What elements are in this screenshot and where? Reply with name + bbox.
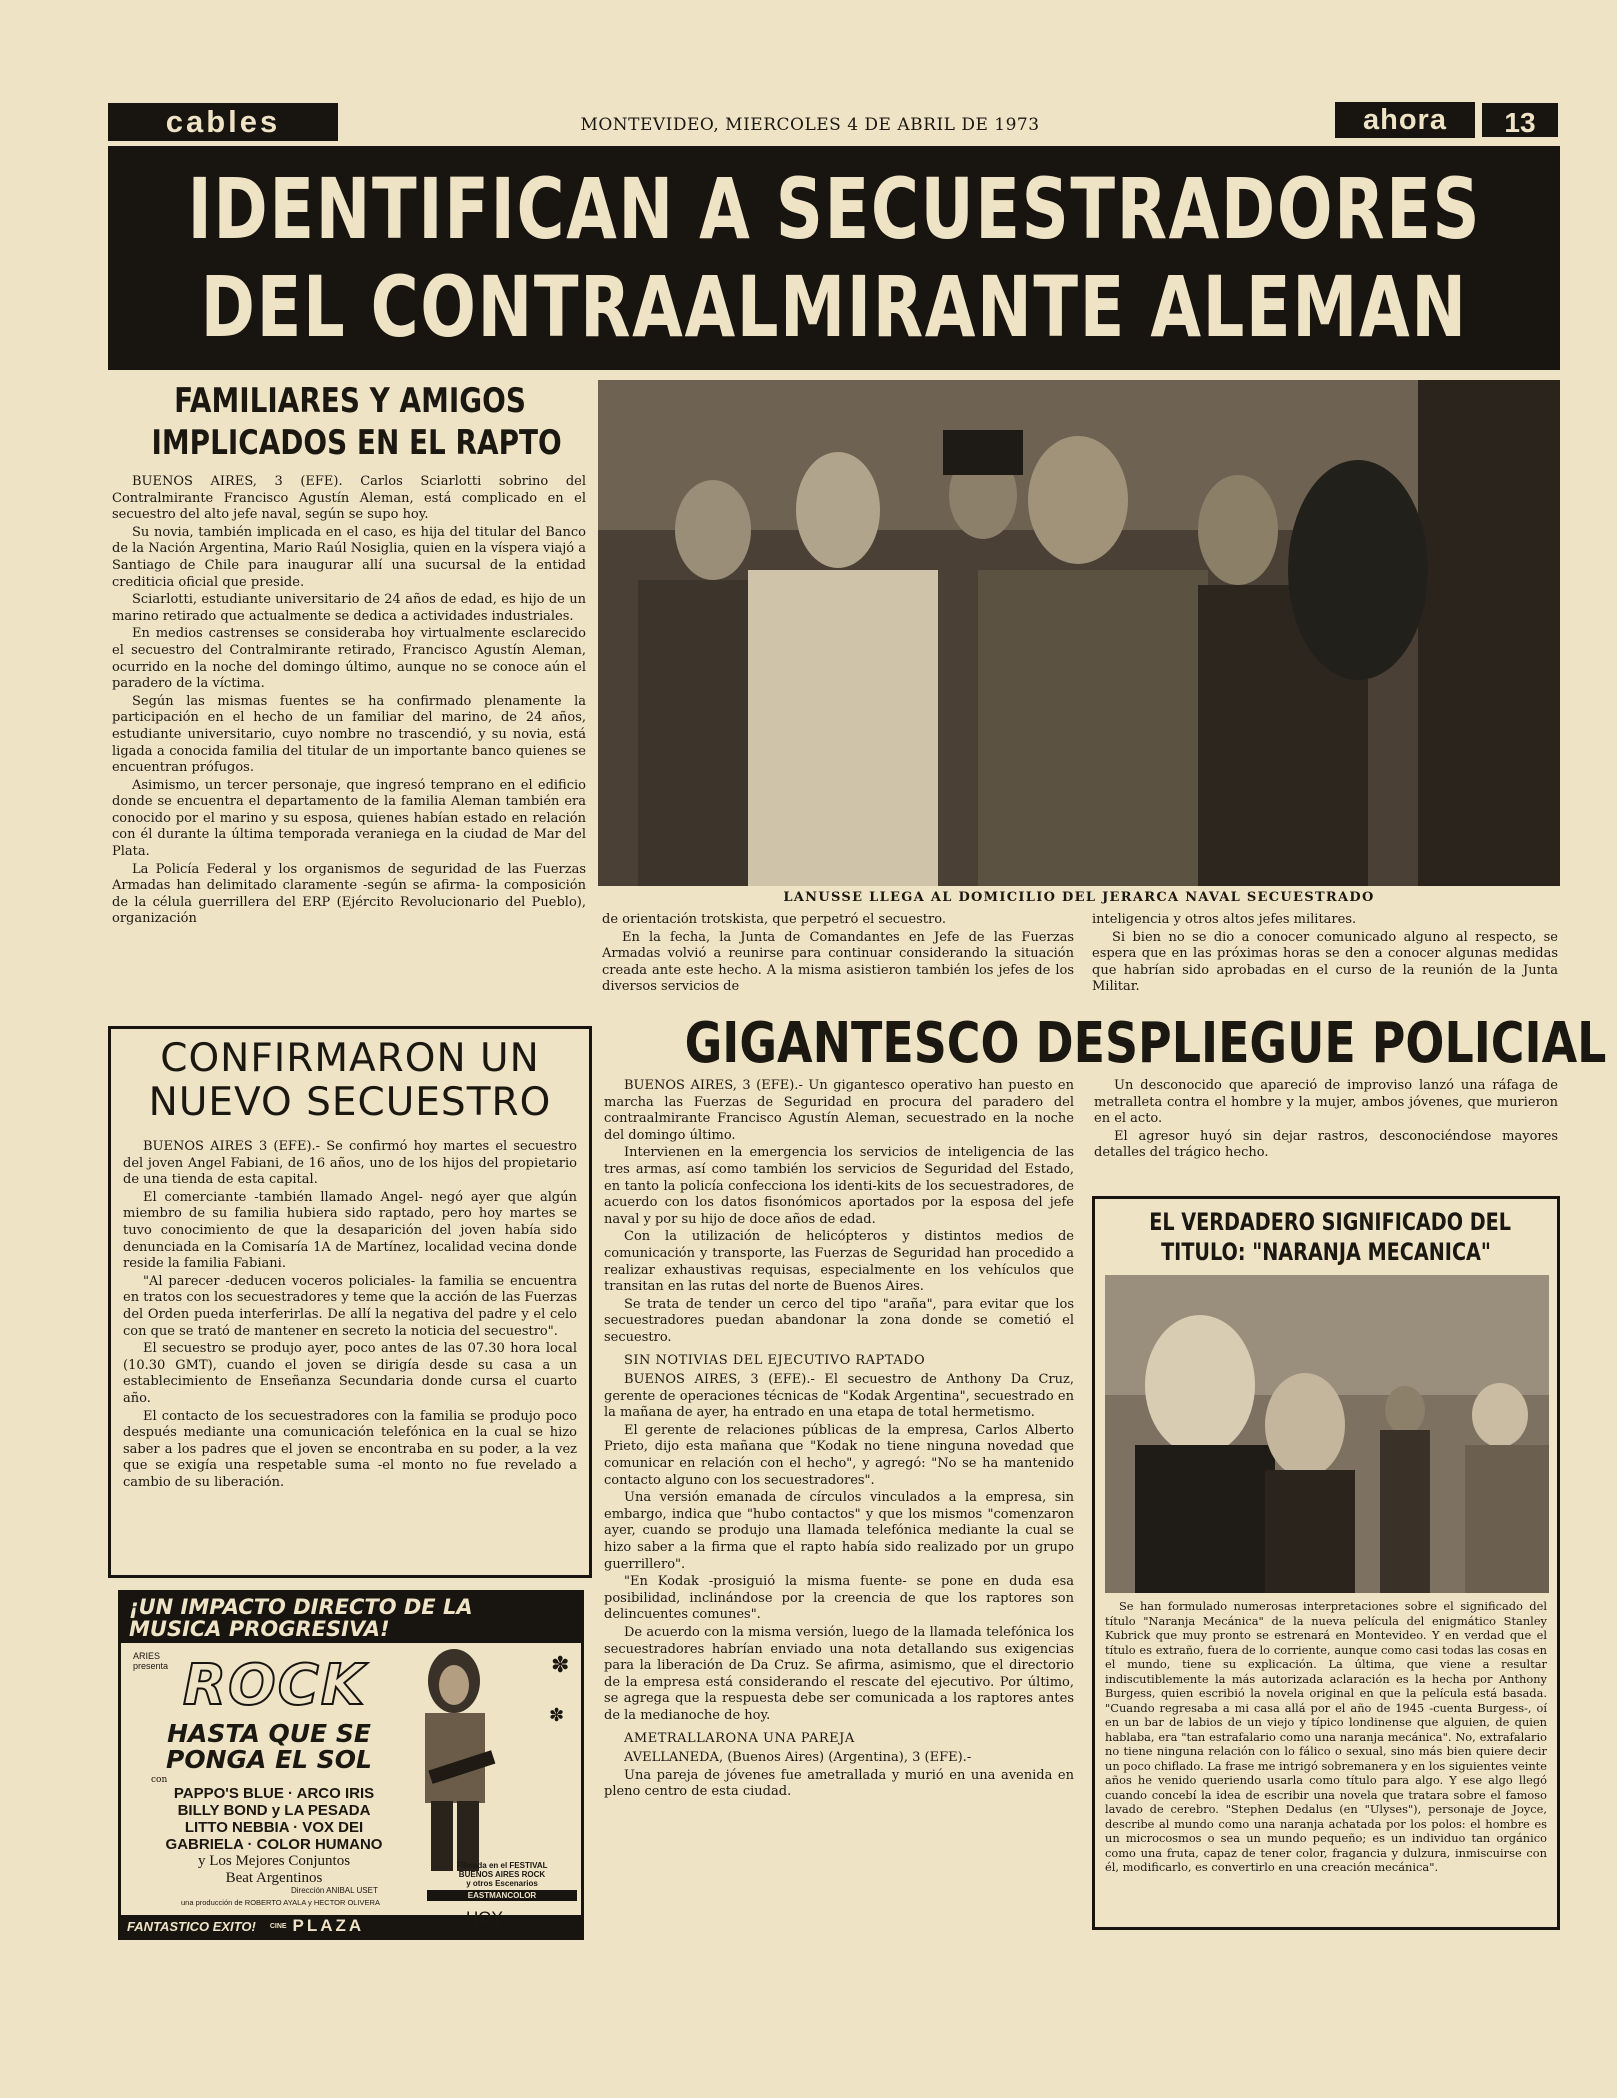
article-confirmaron-headline-line1: CONFIRMARON UN (160, 1036, 540, 1081)
ad-rock-title (149, 1721, 389, 1773)
ad-rock-band-line: y Los Mejores Conjuntos (197, 1853, 351, 1869)
paragraph: "Al parecer -deducen voceros policiales- la familia se encuentra en tratos con los secuestradores y teme que la acción de las Fuerzas del Orden pueda interferirlas. De allí la negativa del padre y el celo con que se trató de mantener en secreto la noticia del secuestro". (123, 1273, 577, 1339)
ad-rock (118, 1590, 584, 1940)
naranja-photo-illustration (1105, 1275, 1549, 1593)
paragraph: El comerciante -también llamado Angel- negó ayer que algún miembro de su familia hubiera sido raptado, pero hoy martes se tuvo conocimiento de que la desaparición del joven había sido denunciada en la Comisaría 1A de Martínez, localidad vecina donde reside la familia Fabiani. (123, 1189, 577, 1272)
ad-rock-title-line2: PONGA EL SOL (166, 1745, 372, 1774)
article-familiares-continuation-col2 (602, 912, 1074, 997)
ad-rock-band-line: Beat Argentinos (225, 1870, 323, 1886)
ad-rock-festival-line: BUENOS AIRES ROCK (458, 1870, 546, 1879)
main-photo-illustration (598, 380, 1560, 886)
ad-rock-con: con (151, 1775, 168, 1785)
paragraph: Sciarlotti, estudiante universitario de 24 años de edad, es hijo de un marino retirado que actualmente se dedica a actividades industriales. (112, 592, 586, 624)
ad-rock-director: Dirección ANIBAL USET (291, 1886, 378, 1895)
ad-rock-bands (139, 1785, 409, 1887)
ad-rock-cine: CINE (269, 1922, 287, 1930)
paragraph: BUENOS AIRES, 3 (EFE).- El secuestro de Anthony Da Cruz, gerente de operaciones técnicas de "Kodak Argentina", secuestrado en la mañana de ayer, ha entrado en una etapa de total hermetismo. (604, 1372, 1074, 1421)
paragraph: El contacto de los secuestradores con la familia se produjo poco después mediante una comunicación telefónica en la cual se hizo saber a los padres que el joven se encontraba en su poder, a la vez que se exigía una respetable suma -el monto no fue revelado a cambio de su liberación. (123, 1408, 577, 1490)
article-da-cruz-kicker: SIN NOTIVIAS DEL EJECUTIVO RAPTADO (624, 1352, 926, 1368)
ad-rock-band-line: GABRIELA · COLOR HUMANO (165, 1836, 383, 1853)
article-familiares-continuation-col3 (1092, 912, 1558, 997)
paragraph: Su novia, también implicada en el caso, es hija del titular del Banco de la Nación Argentina, Mario Raúl Nosiglia, quien en la víspera viajó a Santiago de Chile para inaugurar allí una sucursal de la entidad crediticia oficial que preside. (112, 524, 586, 590)
ad-rock-banner-line2: MUSICA PROGRESIVA! (129, 1617, 390, 1641)
paragraph: Con la utilización de helicópteros y distintos medios de comunicación y transporte, las Fuerzas de Seguridad han procedido a realizar exhaustivas requisas, especialmente en los vehículos que transitan en las rutas del norte de Buenos Aires. (604, 1229, 1074, 1295)
article-naranja-box (1092, 1196, 1560, 1930)
paragraph: El gerente de relaciones públicas de la empresa, Carlos Alberto Prieto, dijo esta mañana que "Kodak no tiene ninguna novedad que comunicar en relación con el hecho", y agregó: "No se ha mantenido contacto alguno con los secuestradores". (604, 1422, 1074, 1488)
main-headline-line2: DEL CONTRAALMIRANTE ALEMAN (200, 258, 1468, 356)
ad-rock-flower-icon: ✽ (551, 1653, 570, 1678)
article-familiares-headline-line2: IMPLICADOS EN EL RAPTO (151, 423, 562, 463)
paragraph: Según las mismas fuentes se ha confirmado plenamente la participación en el hecho de un familiar del marino, de 24 años, estudiante universitario, cuyo nombre no trascendió, y su novia, está ligada a conocida familia del titular de un importante banco quienes se encuentran prófugos. (112, 693, 586, 776)
paragraph: de orientación trotskista, que perpetró el secuestro. (602, 912, 946, 927)
main-headline (108, 146, 1560, 370)
article-familiares-body (112, 474, 586, 929)
ad-rock-band-line: PAPPO'S BLUE · ARCO IRIS (173, 1785, 375, 1802)
paragraph: El agresor huyó sin dejar rastros, desconociéndose mayores detalles del trágico hecho. (1094, 1128, 1558, 1161)
ad-rock-hoy: HOY (466, 1908, 503, 1927)
naranja-photo (1105, 1275, 1549, 1593)
paragraph: En medios castrenses se consideraba hoy virtualmente esclarecido el secuestro del Contralmirante retirado, Francisco Agustín Aleman, ocurrido en la noche del domingo último, aunque no se conoce aún el paradero de la víctima. (112, 626, 586, 692)
ad-rock-eastmancolor: EASTMANCOLOR (427, 1890, 577, 1901)
ad-rock-festival-line: Filmada en el FESTIVAL (456, 1861, 548, 1870)
paragraph: La Policía Federal y los organismos de seguridad de las Fuerzas Armadas han delimitado claramente -según se afirma- la composición de la célula guerrillera del ERP (Ejército Revolucionario del Pueblo), organización (112, 861, 586, 927)
ad-rock-band-line: LITTO NEBBIA · VOX DEI (184, 1819, 364, 1836)
paragraph: AVELLANEDA, (Buenos Aires) (Argentina), 3 (EFE).- (624, 1750, 972, 1766)
ad-rock-fantastico: FANTASTICO EXITO! (127, 1918, 256, 1934)
article-gigantesco-headline: GIGANTESCO DESPLIEGUE POLICIAL (684, 1011, 1607, 1076)
paragraph: Si bien no se dio a conocer comunicado alguno al respecto, se espera que en las próximas horas se den a conocer algunas medidas que habrían sido aprobadas en el curso de la reunión de la Junta Militar. (1092, 929, 1558, 995)
paragraph: En la fecha, la Junta de Comandantes en Jefe de las Fuerzas Armadas volvió a reunirse para continuar considerando la situación creada ante este hecho. A la misma asistieron también los jefes de los diversos servicios de (602, 929, 1074, 995)
ad-rock-logo: ROCK (183, 1653, 367, 1718)
article-gigantesco-col-right (1094, 1078, 1558, 1163)
ad-rock-flower-icon: ✽ (549, 1705, 565, 1726)
article-gigantesco-col-left (604, 1078, 1074, 1802)
ad-rock-presenter: ARIES presenta (133, 1651, 169, 1671)
main-photo-caption: LANUSSE LLEGA AL DOMICILIO DEL JERARCA NAVAL SECUESTRADO (783, 890, 1375, 905)
article-confirmaron-headline-line2: NUEVO SECUESTRO (148, 1080, 552, 1125)
guitarist-illustration (399, 1641, 499, 1871)
article-confirmaron-body (123, 1139, 577, 1491)
paragraph: El secuestro se produjo ayer, poco antes de las 07.30 hora local (10.30 GMT), cuando el joven se dirigía desde su casa a un establecimiento de Enseñanza Secundaria donde cursa el cuarto año. (123, 1341, 577, 1406)
paragraph: Asimismo, un tercer personaje, que ingresó temprano en el edificio donde se encuentra el departamento de la familia Aleman también era conocido por el marino y su esposa, quienes habían estado en relación con él durante la última temporada veraniega en la ciudad de Mar del Plata. (112, 777, 586, 860)
paragraph: Intervienen en la emergencia los servicios de inteligencia de las tres armas, así como también los servicios de Seguridad del Estado, en tanto la policía confecciona los identi-kits de los secuestradores, de acuerdo con los datos fisonómicos aportados por la esposa del jefe naval y por su hijo de doce años de edad. (604, 1145, 1074, 1227)
paragraph: BUENOS AIRES, 3 (EFE).- Un gigantesco operativo han puesto en marcha las Fuerzas de Seguridad en procura del paradero del contraalmirante Francisco Agustín Aleman, secuestrado en la noche del domingo último. (604, 1078, 1074, 1143)
ad-rock-banner-line1: ¡UN IMPACTO DIRECTO DE LA (129, 1595, 473, 1619)
paragraph: Una pareja de jóvenes fue ametrallada y murió en una avenida en pleno centro de esta ciudad. (604, 1767, 1074, 1800)
paragraph: Un desconocido que apareció de improviso lanzó una ráfaga de metralleta contra el hombre y la mujer, ambos jóvenes, que murieron en el acto. (1094, 1078, 1558, 1127)
article-naranja-headline-line1: EL VERDADERO SIGNIFICADO DEL (1149, 1208, 1512, 1236)
main-headline-line1: IDENTIFICAN A SECUESTRADORES (187, 160, 1481, 258)
article-naranja-headline-line2: TITULO: "NARANJA MECANICA" (1161, 1238, 1491, 1266)
paragraph: Se trata de tender un cerco del tipo "araña", para evitar que los secuestradores puedan abandonar la zona donde se cometió el secuestro. (604, 1296, 1074, 1345)
article-naranja-caption: Se han formulado numerosas interpretaciones sobre el significado del título "Naranja Mecánica" de la nueva película del enigmático Stanley Kubrick que muy pronto se estrenará en Montevideo. Y en verdad que el título es extraño, fuera de lo corriente, aunque como casi todas las cosas en el mundo, tiene su explicación. La última, que viene a resultar indiscutiblemente la más autorizada aclaración es la hecha por Anthony Burgess, quien escribió la novela original en que la película está basada. "Cuando regresaba a mi casa allá por el año de 1945 -cuenta Burgess-, oí en un bar de labios de un viejo y típico londinense que alguien, de quien hablaba, era "tan estrafalario como una naranja mecánica". No, extrafalario no tiene ninguna relación con lo fálico o sexual, sino más bien quiere decir un poco chiflado. La frase me intrigó sobremanera y en los siguientes veinte años he venido queriendo usarla como título para algo. Y ese algo llegó cuando concebí la idea de escribir una novela que tratara sobre el famoso lavado de cerebro. "Stephen Dedalus (en "Ulyses"), personaje de Joyce, describe al mundo como una naranja achatada por los polos: el hombre es un microcosmos o sea un mundo pequeño; es un individuo tan orgánico como una fruta, capaz de tener color, fragancia y dulzura, inmiscuirse con él, modificarlo, es convertirlo en una creación mecánica". (1105, 1599, 1547, 1874)
article-confirmaron-box (108, 1026, 592, 1578)
article-familiares-headline-line1: FAMILIARES Y AMIGOS (174, 381, 526, 421)
paragraph: De acuerdo con la misma versión, luego de la llamada telefónica los secuestradores habrían enviado una nota detallando sus exigencias para la liberación de Da Cruz. Se afirma, asimismo, que el directorio de la empresa está considerando el rescate del ejecutivo. Por último, se agrega que la respuesta debe ser comunicada a los raptores antes de la medianoche de hoy. (604, 1625, 1074, 1723)
article-ametrallaron-kicker: AMETRALLARONA UNA PAREJA (624, 1730, 855, 1746)
ad-rock-festival (427, 1861, 577, 1901)
dateline: MONTEVIDEO, MIERCOLES 4 DE ABRIL DE 1973 (580, 115, 1040, 135)
paragraph: "En Kodak -prosiguió la misma fuente- se pone en duda esa posibilidad, inclinándose por la creencia de que los raptores son delincuentes comunes". (604, 1574, 1074, 1623)
paragraph: BUENOS AIRES, 3 (EFE). Carlos Sciarlotti sobrino del Contralmirante Francisco Agustín Aleman, está complicado en el secuestro del alto jefe naval, según se supo hoy. (112, 474, 586, 523)
ad-rock-bottom-bar (121, 1915, 581, 1937)
page-number: 13 (1482, 103, 1558, 137)
ad-rock-festival-line: y otros Escenarios (466, 1879, 538, 1888)
ad-rock-band-line: BILLY BOND y LA PESADA (177, 1802, 371, 1819)
paragraph: BUENOS AIRES 3 (EFE).- Se confirmó hoy martes el secuestro del joven Angel Fabiani, de 16 años, uno de los hijos del propietario de una tienda de esta capital. (123, 1139, 577, 1188)
paragraph: Una versión emanada de círculos vinculados a la empresa, sin embargo, indica que "hubo contactos" y que los mismos "comenzaron ayer, cuando se produjo una llamada telefónica mediante la cual se hizo saber a la firma que el rapto había sido realizado por un grupo guerrillero". (604, 1490, 1074, 1572)
masthead: ahora (1335, 102, 1475, 138)
ad-rock-banner (121, 1593, 581, 1643)
section-label: cables (108, 103, 338, 141)
main-photo (598, 380, 1560, 886)
paragraph: inteligencia y otros altos jefes militares. (1092, 912, 1357, 927)
ad-rock-producers: una producción de ROBERTO AYALA y HECTOR OLIVERA (181, 1898, 380, 1907)
ad-rock-title-line1: HASTA QUE SE (167, 1719, 371, 1748)
ad-rock-plaza: PLAZA (292, 1916, 365, 1935)
article-familiares-headline (108, 380, 592, 464)
ad-rock-guitarist (399, 1641, 499, 1871)
